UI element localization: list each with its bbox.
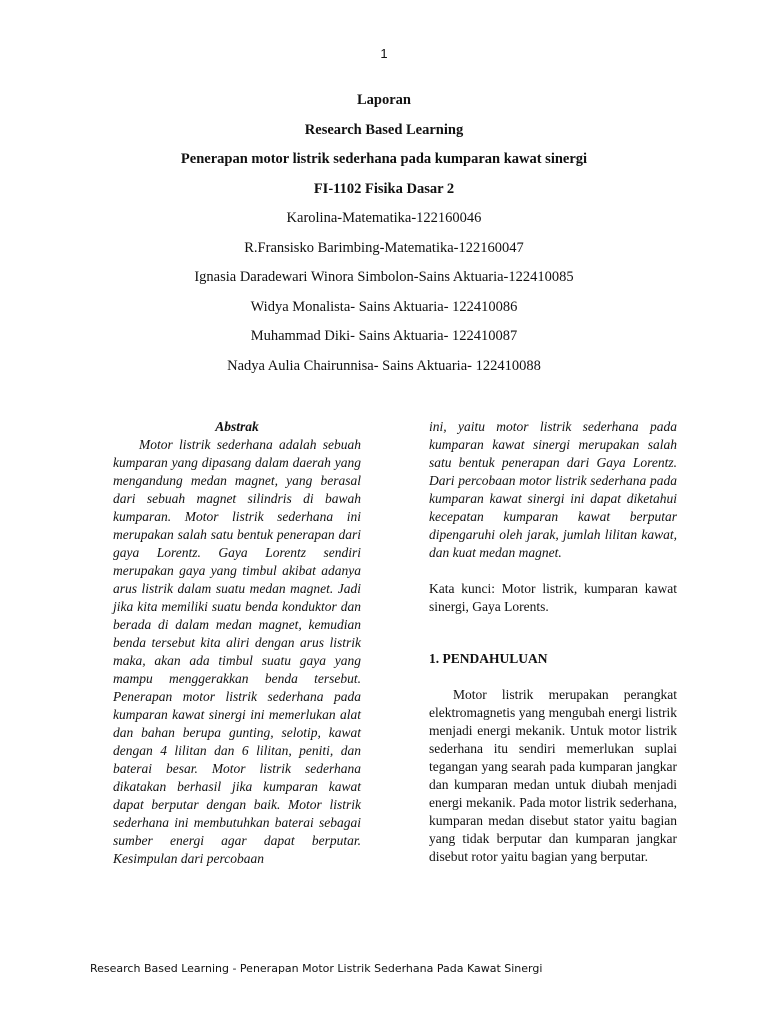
author-line: Karolina-Matematika-122160046 [286,210,482,226]
author-line: Widya Monalista- Sains Aktuaria- 122410086 [250,298,518,315]
right-column [429,418,677,866]
section-heading: 1. PENDAHULUAN [429,651,548,666]
title-block [84,86,684,381]
keywords: Kata kunci: Motor listrik, kumparan kawat sinergi, Gaya Lorents. [429,581,677,614]
abstract-heading: Abstrak [215,419,259,434]
section-paragraph: Motor listrik merupakan perangkat elektromagnetis yang mengubah energi listrik menjadi energi mekanik. Untuk motor listrik sederhana itu sendiri memerlukan suplai tegangan yang searah pada kumparan jangkar dan kumparan medan untuk diubah menjadi energi mekanik. Pada motor listrik sederhana, kumparan medan disebut stator yaitu bagian yang tidak berputar dan kumparan jangkar disebut rotor yaitu bagian yang berputar. [429,687,677,864]
author-line: Nadya Aulia Chairunnisa- Sains Aktuaria- 122410088 [227,357,541,374]
abstract-text: Motor listrik sederhana adalah sebuah kumparan yang dipasang dalam daerah yang mengandung medan magnet, yang berasal dari sebuah magnet silindris di bawah kumparan. Motor listrik sederhana ini merupakan salah satu bentuk penerapan dari gaya Lorentz. Gaya Lorentz sendiri merupakan gaya yang timbul akibat adanya arus listrik dalam suatu medan magnet. Jadi jika kita memiliki suatu benda konduktor dan berada di dalam medan magnet, kemudian benda tersebut kita aliri dengan arus listrik maka, akan ada timbul suatu gaya yang mampu menggerakkan benda tersebut. Penerapan motor listrik sederhana pada kumparan kawat sinergi ini memerlukan alat dan bahan berupa gunting, selotip, kawat dengan 4 lilitan dan 6 lilitan, peniti, dan baterai besar. Motor listrik sederhana dikatakan berhasil jika kumparan kawat dapat berputar dengan baik. Motor listrik sederhana ini membutuhkan baterai sebagai sumber energi agar dapat berputar. Kesimpulan dari percobaan [113,437,361,866]
author-line: R.Fransisko Barimbing-Matematika-122160047 [244,239,524,256]
paper-title: Penerapan motor listrik sederhana pada kumparan kawat sinergi [180,151,588,167]
abstract-text-continued: ini, yaitu motor listrik sederhana pada kumparan kawat sinergi merupakan salah satu bentuk penerapan dari Gaya Lorentz. Dari percobaan motor listrik sederhana pada kumparan kawat sinergi ini dapat diketahui kecepatan kumparan kawat berputar dipengaruhi oleh jarak, jumlah lilitan kawat, dan kuat medan magnet. [429,419,677,560]
report-label: Laporan [357,92,411,108]
left-column [113,418,361,868]
page-number: 1 [380,46,388,61]
author-line: Muhammad Diki- Sains Aktuaria- 122410087 [250,328,518,344]
program-name: Research Based Learning [304,121,464,138]
page-footer: Research Based Learning - Penerapan Motor Listrik Sederhana Pada Kawat Sinergi [90,962,543,975]
author-line: Ignasia Daradewari Winora Simbolon-Sains Aktuaria-122410085 [194,269,574,285]
course-code: FI-1102 Fisika Dasar 2 [313,180,455,197]
